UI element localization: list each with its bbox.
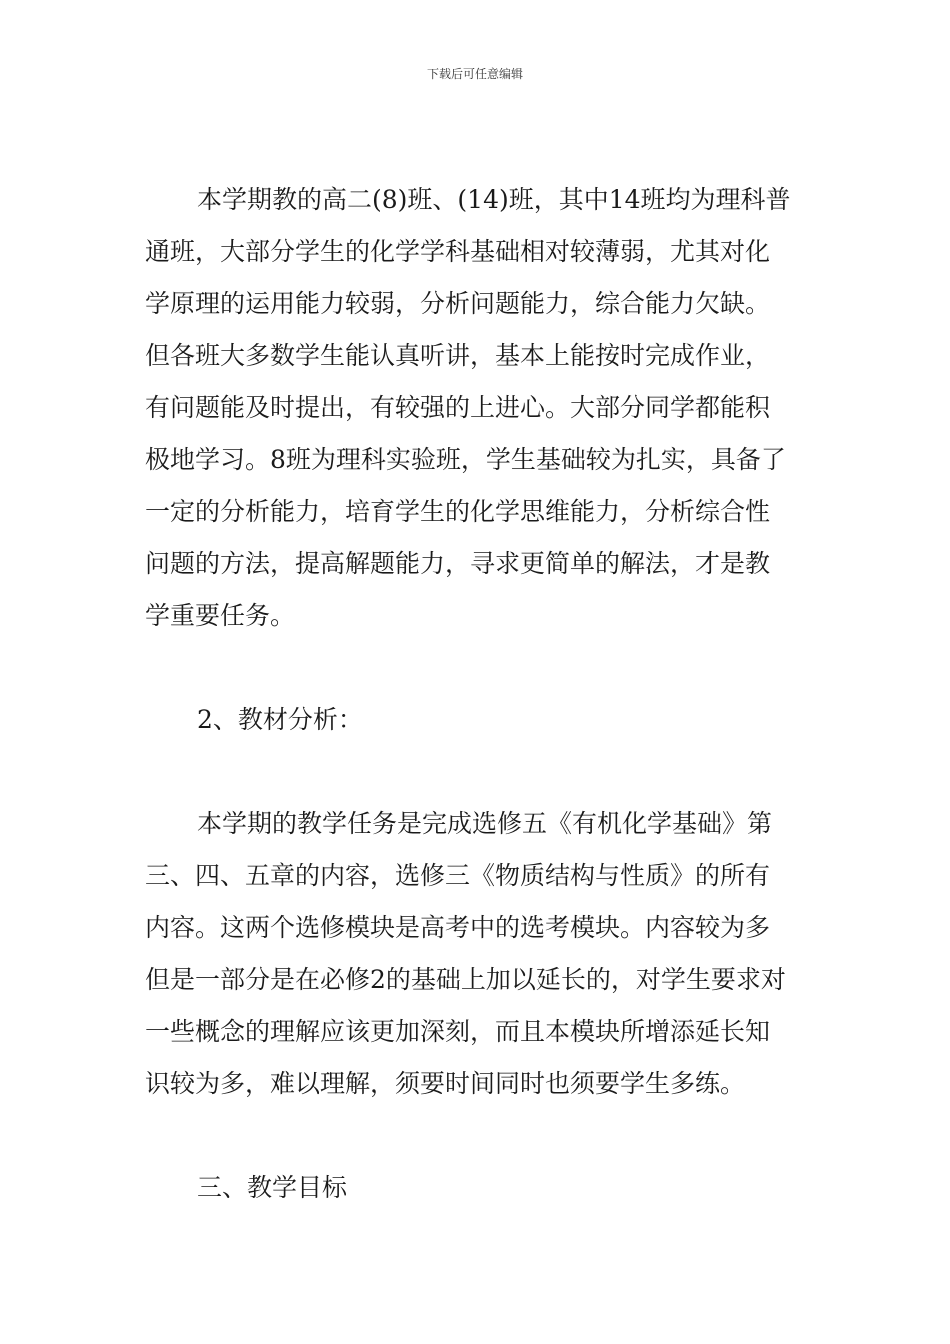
paragraph-line: 极地学习。8班为理科实验班，学生基础较为扎实，具备了 <box>145 445 786 474</box>
paragraph-line: 一定的分析能力，培育学生的化学思维能力，分析综合性 <box>145 497 771 526</box>
paragraph-line: 通班，大部分学生的化学学科基础相对较薄弱，尤其对化 <box>145 237 771 266</box>
page-header: 下载后可任意编辑 <box>426 67 523 81</box>
paragraph-line: 学原理的运用能力较弱，分析问题能力，综合能力欠缺。 <box>145 289 771 318</box>
paragraph-line: 识较为多，难以理解，须要时间同时也须要学生多练。 <box>145 1069 746 1098</box>
document-body <box>145 174 807 1214</box>
paragraph-line: 一些概念的理解应该更加深刻，而且本模块所增添延长知 <box>145 1017 771 1046</box>
paragraph-line: 但是一部分是在必修2的基础上加以延长的，对学生要求对 <box>145 965 786 994</box>
paragraph-line: 问题的方法，提高解题能力，寻求更简单的解法，才是教 <box>145 549 771 578</box>
paragraph-line: 本学期的教学任务是完成选修五《有机化学基础》第 <box>197 809 773 838</box>
paragraph-line: 内容。这两个选修模块是高考中的选考模块。内容较为多 <box>145 913 771 942</box>
paragraph-class-situation <box>145 174 807 642</box>
spacer <box>145 642 807 694</box>
section-heading-teaching-goals: 三、教学目标 <box>197 1173 348 1202</box>
paragraph-line: 三、四、五章的内容，选修三《物质结构与性质》的所有 <box>145 861 771 890</box>
paragraph-line: 本学期教的高二(8)班、(14)班，其中14班均为理科普 <box>197 185 791 214</box>
spacer <box>145 1110 807 1162</box>
spacer <box>145 746 807 798</box>
paragraph-line: 但各班大多数学生能认真听讲，基本上能按时完成作业， <box>145 341 771 370</box>
paragraph-line: 有问题能及时提出，有较强的上进心。大部分同学都能积 <box>145 393 771 422</box>
section-heading-textbook-analysis: 2、教材分析： <box>197 705 363 734</box>
paragraph-line: 学重要任务。 <box>145 601 296 630</box>
paragraph-textbook-analysis <box>145 798 807 1110</box>
